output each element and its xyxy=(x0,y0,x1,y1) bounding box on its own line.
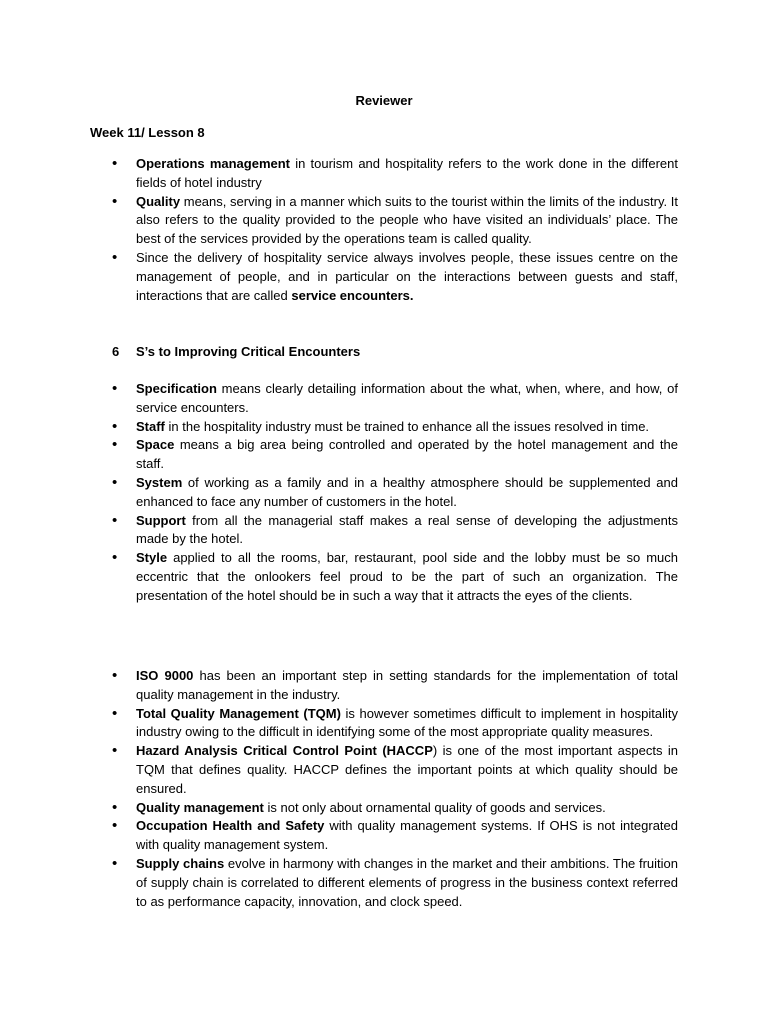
item-text: of working as a family and in a healthy atmosphere should be supplemented and enhanced to face any number of customers in the hotel. xyxy=(136,474,678,509)
list-item xyxy=(112,418,678,437)
list-item xyxy=(112,799,678,818)
list-item xyxy=(112,474,678,512)
section-heading xyxy=(112,343,360,361)
term: Quality management xyxy=(136,799,264,815)
bullet-icon: • xyxy=(112,667,118,684)
list-item xyxy=(112,380,678,418)
list-item xyxy=(112,705,678,743)
term: ISO 9000 xyxy=(136,668,194,683)
item-text: in the hospitality industry must be trained to enhance all the issues resolved in time. xyxy=(164,418,650,434)
term: Occupation Health and Safety xyxy=(136,818,325,834)
bullet-icon: • xyxy=(112,798,118,816)
bullet-icon: • xyxy=(112,155,118,172)
list-item xyxy=(112,742,678,798)
bullet-icon: • xyxy=(112,380,118,397)
term: System xyxy=(136,474,183,490)
bullet-icon: • xyxy=(112,436,118,454)
bullet-icon: • xyxy=(112,742,118,760)
term: Style xyxy=(136,550,168,566)
list-item xyxy=(112,855,678,911)
item-text: evolve in harmony with changes in the market and their ambitions. The fruition of supply chain is correlated to different elements of progress in the business context referred to as performance capacity, innovation, and clock speed. xyxy=(136,855,678,909)
bullet-icon: • xyxy=(112,473,118,491)
six-s-bullet-list xyxy=(112,380,678,606)
list-item xyxy=(112,667,678,705)
term: Supply chains xyxy=(136,855,225,871)
list-item xyxy=(112,155,678,193)
bullet-icon: • xyxy=(112,511,118,529)
list-item xyxy=(112,817,678,855)
item-text: from all the managerial staff makes a real sense of developing the adjustments made by the hotel. xyxy=(136,512,678,547)
quality-bullet-list xyxy=(112,667,678,911)
item-text: applied to all the rooms, bar, restaurant, pool side and the lobby must be so much eccentric that the onlookers feel proud to be the part of such an organization. The presentation of the hotel should be in such a way that it attracts the eyes of the clients. xyxy=(136,550,678,603)
term: Space xyxy=(136,437,175,453)
term: service encounters. xyxy=(291,287,414,303)
term: Support xyxy=(136,512,186,528)
term: Staff xyxy=(136,418,165,434)
item-text: means clearly detailing information about the what, when, where, and how, of service encounters. xyxy=(136,381,678,415)
section-title: S’s to Improving Critical Encounters xyxy=(136,344,361,359)
item-text: means, serving in a manner which suits to the tourist within the limits of the industry. It also refers to the quality provided to the people who have visited an individuals’ place. The best of the services provided by the operations team is called quality. xyxy=(136,193,678,247)
term: Hazard Analysis Critical Control Point (HACCP xyxy=(136,743,433,759)
item-text: Since the delivery of hospitality service always involves people, these issues centre on the management of people, and in particular on the interactions between guests and staff, interactions that are called xyxy=(136,249,678,303)
bullet-icon: • xyxy=(112,817,118,835)
bullet-icon: • xyxy=(112,549,118,567)
item-text: in tourism and hospitality refers to the work done in the different fields of hotel industry xyxy=(136,156,678,190)
item-text: is not only about ornamental quality of goods and services. xyxy=(263,799,606,815)
bullet-icon: • xyxy=(112,248,118,266)
lesson-heading: Week 11/ Lesson 8 xyxy=(90,125,205,140)
item-text: has been an important step in setting standards for the implementation of total quality management in the industry. xyxy=(136,668,678,702)
bullet-icon: • xyxy=(112,854,118,872)
list-item xyxy=(112,549,678,605)
section-number: 6 xyxy=(112,344,120,359)
term: Total Quality Management (TQM) xyxy=(136,705,341,721)
intro-bullet-list xyxy=(112,155,678,305)
list-item xyxy=(112,193,678,249)
term: Specification xyxy=(136,381,217,396)
item-text: is however sometimes difficult to implement in hospitality industry owing to the difficult in identifying some of the most appropriate quality measures. xyxy=(136,705,678,740)
term: Quality xyxy=(136,193,181,209)
item-text: means a big area being controlled and operated by the hotel management and the staff. xyxy=(136,437,678,472)
list-item xyxy=(112,436,678,474)
bullet-icon: • xyxy=(112,704,118,722)
item-text: with quality management systems. If OHS is not integrated with quality management system. xyxy=(136,818,678,853)
term: Operations management xyxy=(136,156,291,171)
page-title: Reviewer xyxy=(355,93,413,108)
bullet-icon: • xyxy=(112,417,118,435)
item-text: ) is one of the most important aspects in TQM that defines quality. HACCP defines the important points at which quality should be ensured. xyxy=(136,743,678,796)
bullet-icon: • xyxy=(112,192,118,210)
list-item xyxy=(112,249,678,305)
list-item xyxy=(112,512,678,550)
